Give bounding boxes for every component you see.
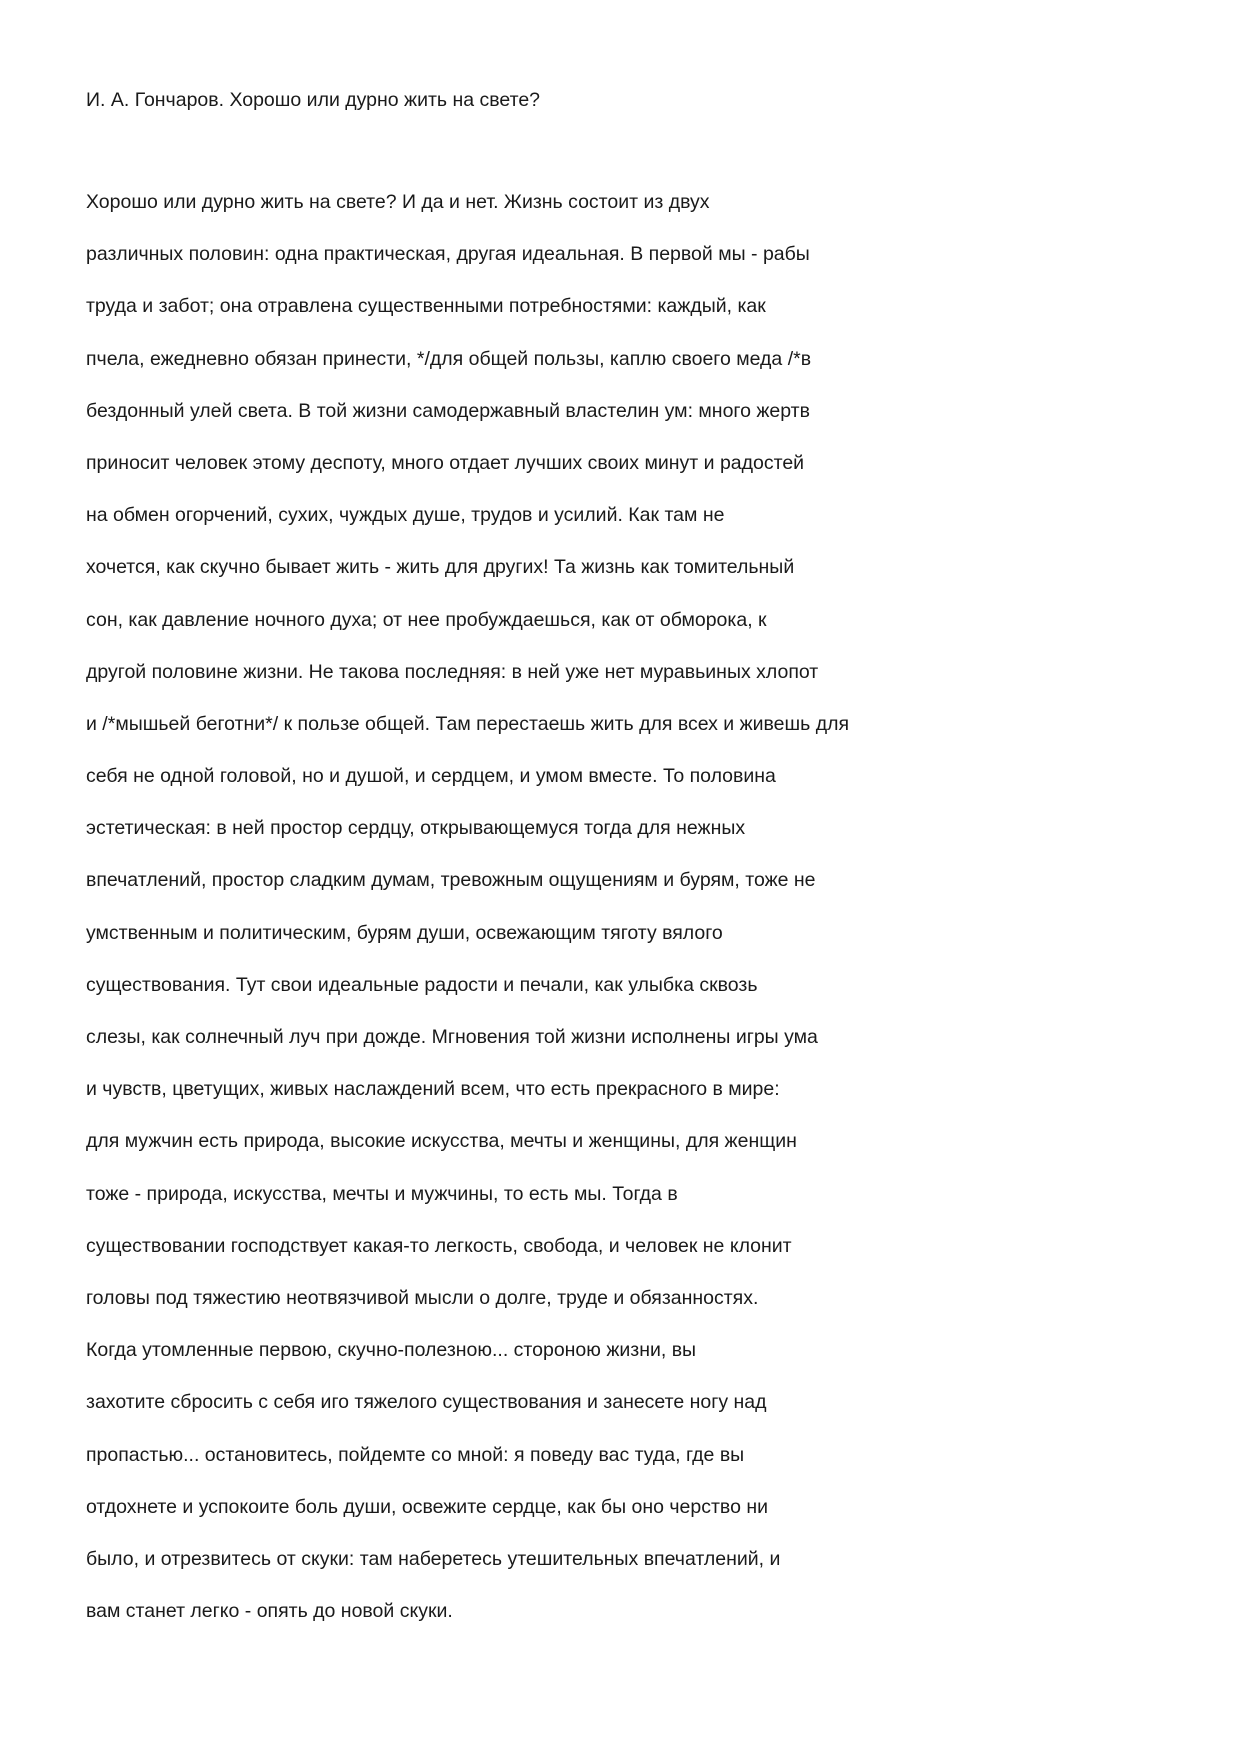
text-line: себя не одной головой, но и душой, и сердцем, и умом вместе. То половина <box>86 765 776 788</box>
text-line: Хорошо или дурно жить на свете? И да и нет. Жизнь состоит из двух <box>86 191 710 213</box>
text-line: сон, как давление ночного духа; от нее пробуждаешься, как от обморока, к <box>86 608 767 631</box>
text-line: и чувств, цветущих, живых наслаждений всем, что есть прекрасного в мире: <box>86 1078 780 1101</box>
document-title: И. А. Гончаров. Хорошо или дурно жить на свете? <box>86 89 541 111</box>
text-line: приносит человек этому деспоту, много отдает лучших своих минут и радостей <box>86 451 805 474</box>
text-line: эстетическая: в ней простор сердцу, открывающемуся тогда для нежных <box>86 817 746 840</box>
text-line: вам станет легко - опять до новой скуки. <box>86 1600 453 1623</box>
text-line: на обмен огорчений, сухих, чуждых душе, трудов и усилий. Как там не <box>86 504 725 527</box>
text-line: существования. Тут свои идеальные радости и печали, как улыбка сквозь <box>86 973 758 996</box>
text-line: пчела, ежедневно обязан принести, */для общей пользы, каплю своего меда /*в <box>86 347 812 370</box>
document-body <box>86 188 849 1649</box>
text-line: впечатлений, простор сладким думам, тревожным ощущениям и бурям, тоже не <box>86 869 816 892</box>
text-line: труда и забот; она отравлена существенными потребностями: каждый, как <box>86 295 766 318</box>
text-line: Когда утомленные первою, скучно-полезною... стороною жизни, вы <box>86 1339 697 1362</box>
text-line: различных половин: одна практическая, другая идеальная. В первой мы - рабы <box>86 243 810 266</box>
text-line: головы под тяжестию неотвязчивой мысли о долге, труде и обязанностях. <box>86 1286 759 1309</box>
text-line: захотите сбросить с себя иго тяжелого существования и занесете ногу над <box>86 1391 767 1414</box>
text-line: слезы, как солнечный луч при дожде. Мгновения той жизни исполнены игры ума <box>86 1026 818 1048</box>
text-line: было, и отрезвитесь от скуки: там наберетесь утешительных впечатлений, и <box>86 1547 781 1570</box>
text-line: умственным и политическим, бурям души, освежающим тяготу вялого <box>86 921 723 944</box>
text-line: отдохнете и успокоите боль души, освежите сердце, как бы оно черство ни <box>86 1495 768 1518</box>
text-line: хочется, как скучно бывает жить - жить для других! Та жизнь как томительный <box>86 556 795 579</box>
text-line: для мужчин есть природа, высокие искусства, мечты и женщины, для женщин <box>86 1130 797 1153</box>
text-line: тоже - природа, искусства, мечты и мужчины, то есть мы. Тогда в <box>86 1182 678 1205</box>
text-line: бездонный улей света. В той жизни самодержавный властелин ум: много жертв <box>86 399 810 422</box>
text-line: и /*мышьей беготни*/ к пользе общей. Там перестаешь жить для всех и живешь для <box>86 712 850 735</box>
text-line: пропастью... остановитесь, пойдемте со мной: я поведу вас туда, где вы <box>86 1443 745 1466</box>
text-line: другой половине жизни. Не такова последняя: в ней уже нет муравьиных хлопот <box>86 660 819 683</box>
text-line: существовании господствует какая-то легкость, свобода, и человек не клонит <box>86 1234 792 1257</box>
